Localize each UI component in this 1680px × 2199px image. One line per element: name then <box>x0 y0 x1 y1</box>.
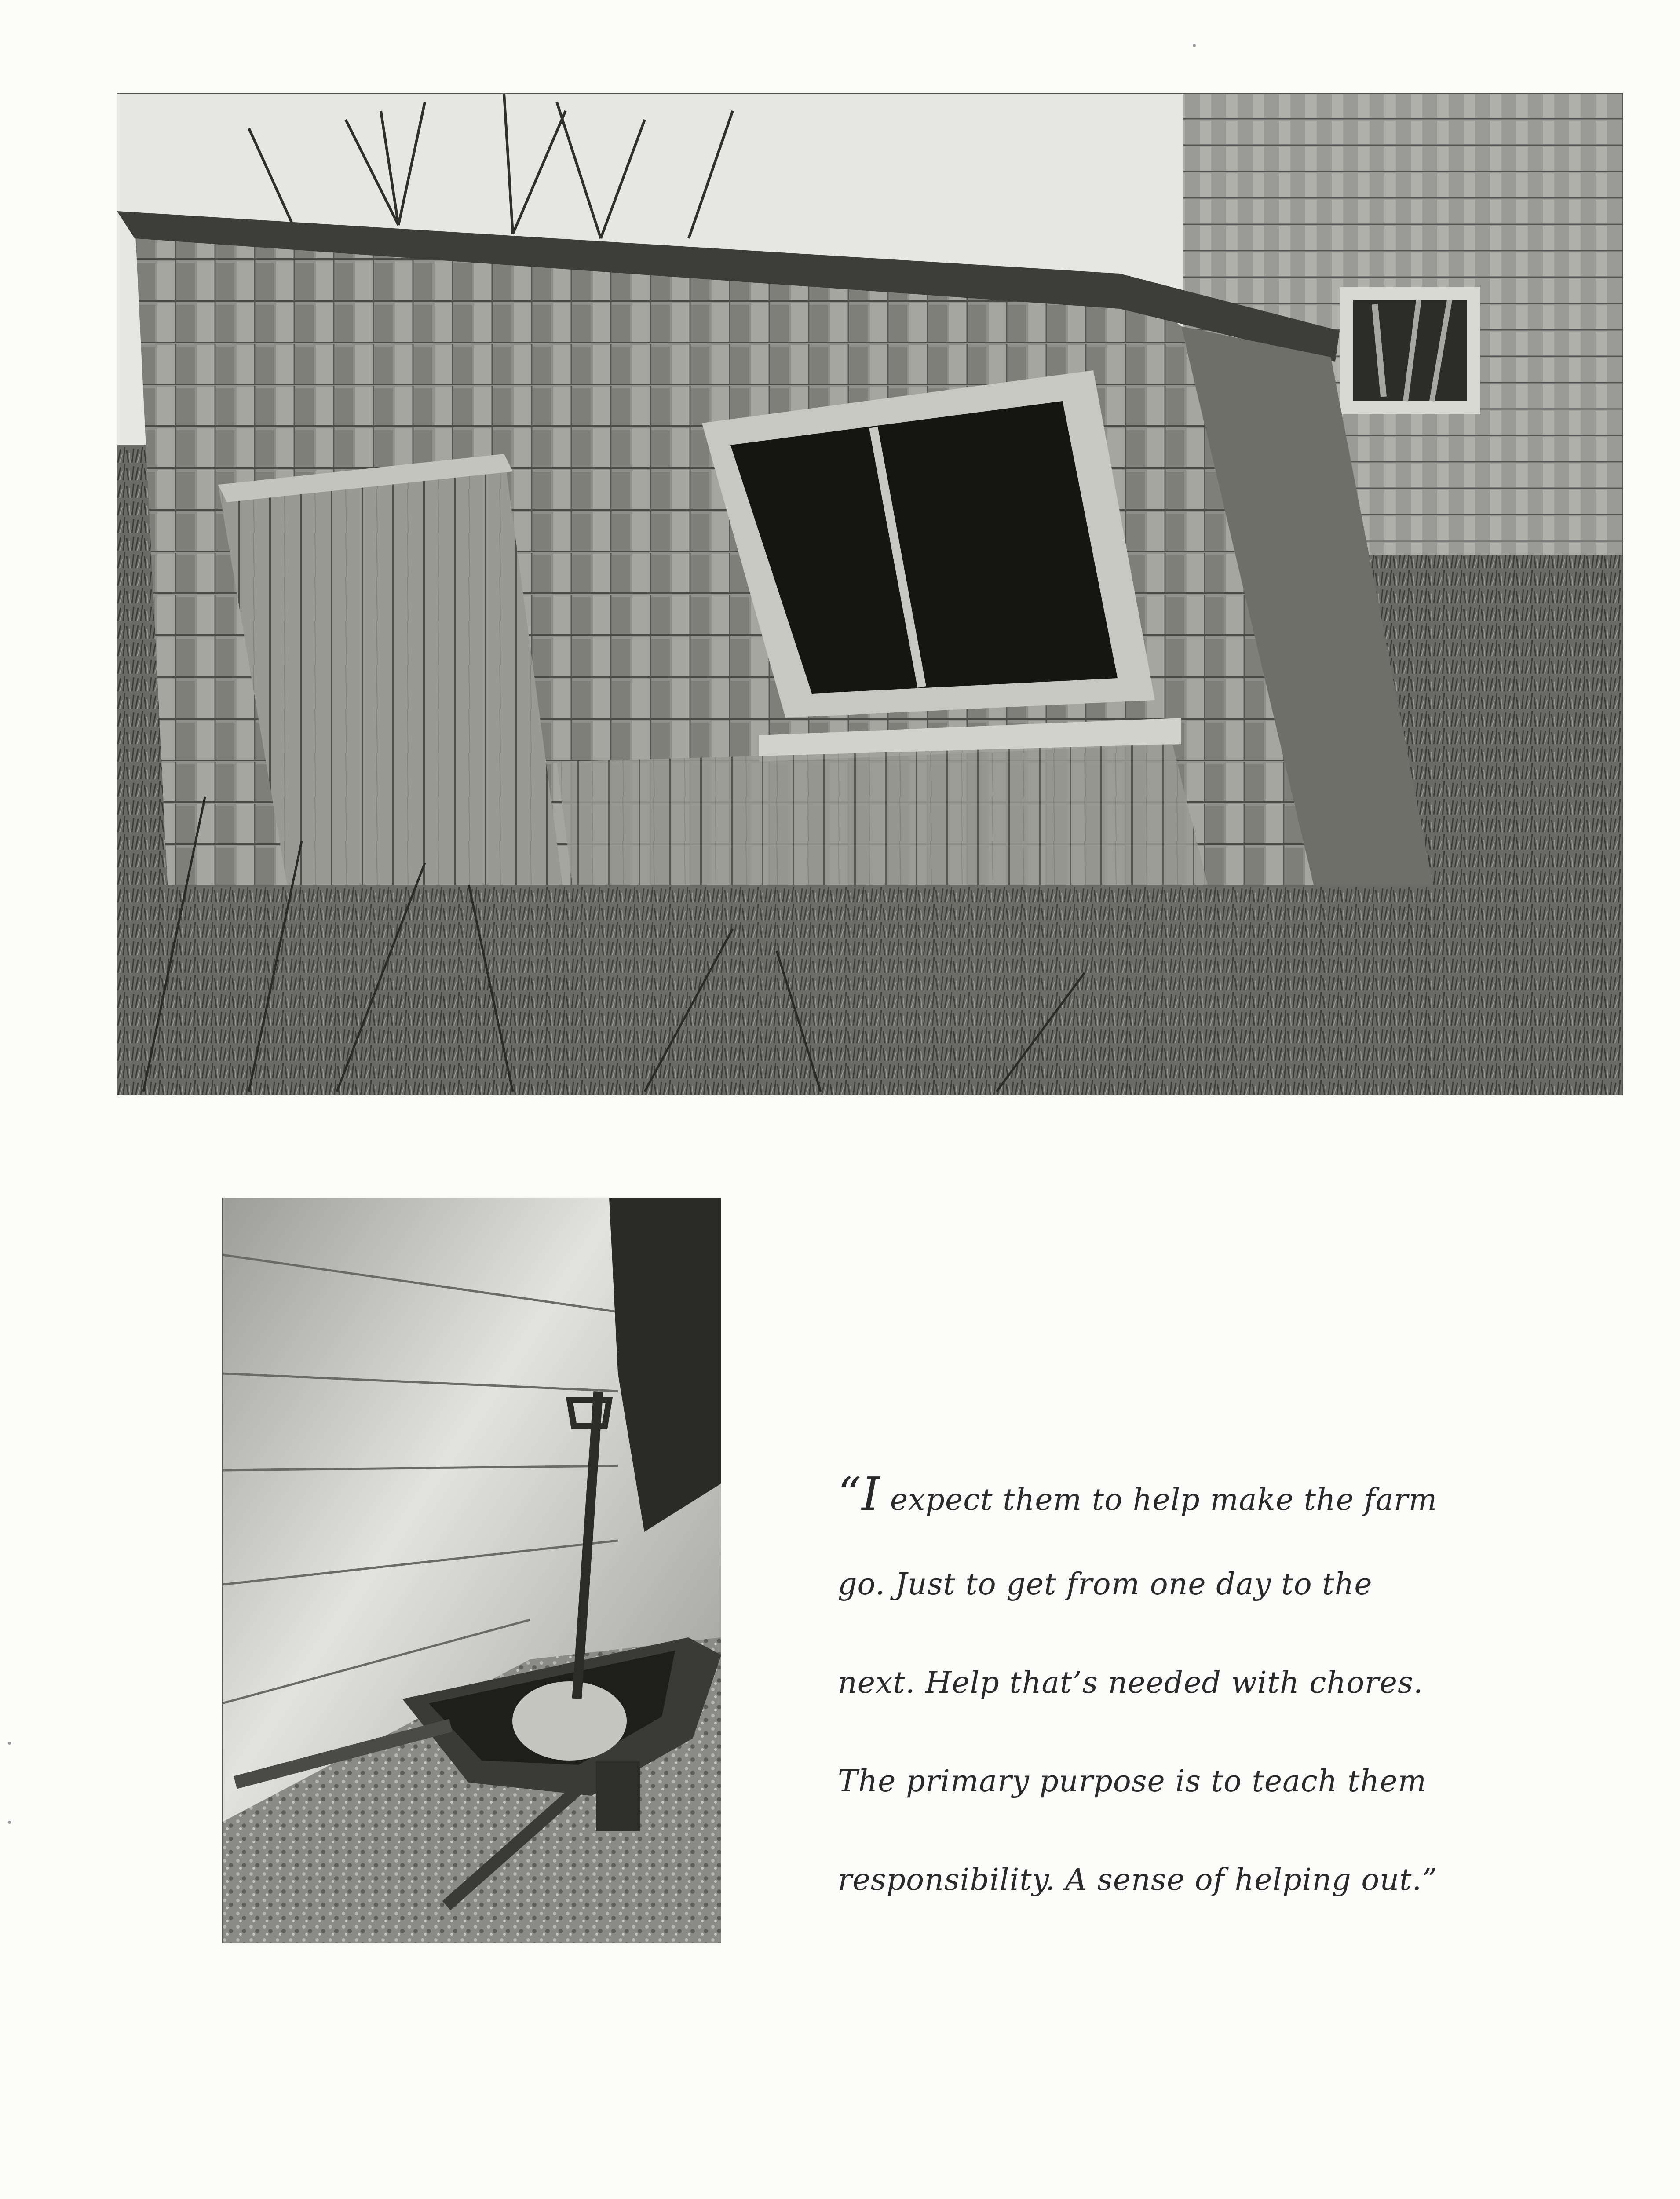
quote-line-2: go. Just to get from one day to the <box>838 1567 1373 1602</box>
shed-photograph-image <box>117 93 1623 1095</box>
paper-speck <box>1193 44 1196 47</box>
interview-quote <box>838 1467 1506 1964</box>
paper-speck <box>8 1821 11 1824</box>
quote-line-4: The primary purpose is to teach them <box>838 1764 1427 1799</box>
quote-opening-letter: “I <box>838 1467 880 1521</box>
paper-speck <box>8 1742 11 1745</box>
wheelbarrow-photograph-image <box>222 1198 721 1943</box>
quote-line-3: next. Help that’s needed with chores. <box>838 1666 1424 1700</box>
quote-line-1 <box>838 1467 1506 1570</box>
shed-photograph <box>117 93 1623 1095</box>
quote-line-5: responsibility. A sense of helping out.” <box>838 1863 1438 1897</box>
wheelbarrow-photograph <box>222 1198 721 1943</box>
quote-line-1-rest: expect them to help make the farm <box>880 1483 1438 1517</box>
